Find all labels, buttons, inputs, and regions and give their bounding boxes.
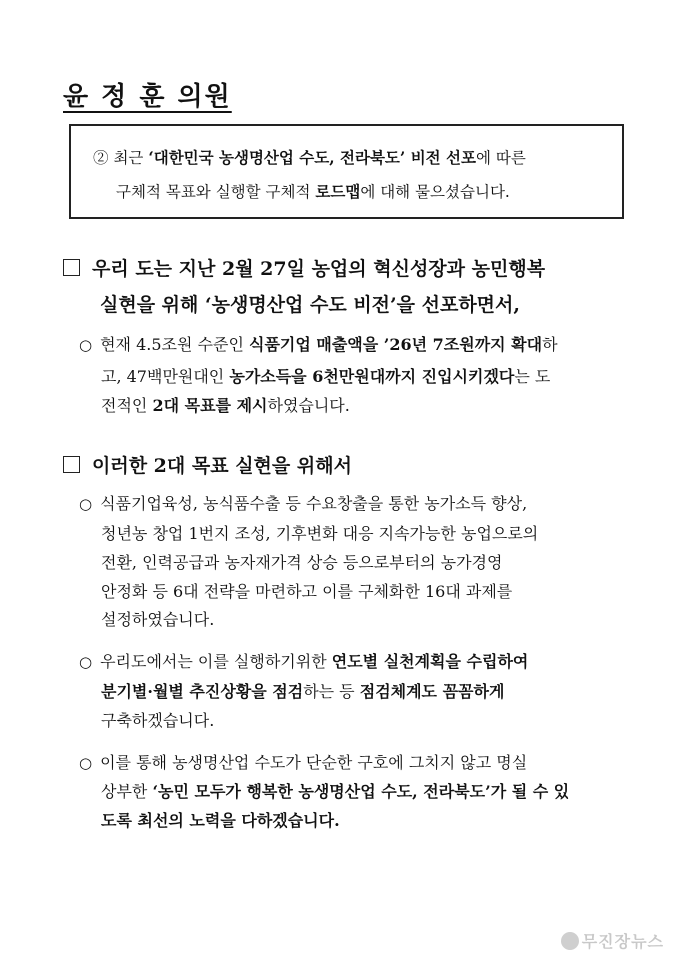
section2-heading-text: 이러한 2대 목표 실현을 위해서 <box>92 455 352 477</box>
section2-bullet1-line4: 안정화 등 6대 전략을 마련하고 이를 구체화한 16대 과제를 <box>101 582 513 601</box>
section2-bullet2-line2 <box>101 679 504 702</box>
circle-bullet-icon: ○ <box>79 653 93 671</box>
bullet-text: 전적인 <box>101 396 153 415</box>
section1-heading-cont: 실현을 위해 ‘농생명산업 수도 비전’을 선포하면서, <box>100 294 520 316</box>
question-text-bold: ‘대한민국 농생명산업 수도, 전라북도’ 비전 선포 <box>148 148 476 167</box>
section1-bullet-line2 <box>101 364 550 387</box>
circle-bullet-icon: ○ <box>79 336 93 354</box>
question-box <box>69 124 624 219</box>
page-title: 윤 정 훈 의원 <box>63 82 232 112</box>
section2-bullet2-line3: 구축하겠습니다. <box>101 711 215 730</box>
question-line-1 <box>93 146 526 168</box>
section1-heading <box>63 254 545 281</box>
question-text: 구체적 목표와 실행할 구체적 <box>116 183 316 201</box>
bullet-text: 이를 통해 농생명산업 수도가 단순한 구호에 그치지 않고 명실 <box>100 753 528 772</box>
section2-bullet3-line2 <box>101 779 569 802</box>
section2-bullet3-line3 <box>101 808 340 831</box>
section2-bullet3-line1 <box>79 750 527 773</box>
bullet-text: 고, 47백만원대인 <box>101 367 230 386</box>
bullet-text-bold: 점검체계도 꼼꼼하게 <box>359 682 505 701</box>
section2-bullet1-line2: 청년농 창업 1번지 조성, 기후변화 대응 지속가능한 농업으로의 <box>101 524 539 543</box>
section2-heading <box>63 451 352 478</box>
bullet-text: 하 <box>542 335 558 354</box>
bullet-text: 는 도 <box>514 367 551 386</box>
question-text: 최근 <box>113 149 149 167</box>
bullet-text-bold: 도록 최선의 노력을 다하겠습니다. <box>101 811 340 830</box>
bullet-text: 상부한 <box>101 782 153 801</box>
section2-bullet1-line5: 설정하였습니다. <box>101 610 215 629</box>
bullet-text: 식품기업육성, 농식품수출 등 수요창출을 통한 농가소득 향상, <box>100 494 528 513</box>
bullet-text-bold: 식품기업 매출액을 ’26년 7조원까지 확대 <box>249 335 543 354</box>
news-logo-icon <box>561 932 579 950</box>
question-line-2 <box>116 180 510 202</box>
bullet-text: 하였습니다. <box>267 396 350 415</box>
bullet-text-bold: 2대 목표를 제시 <box>152 396 268 415</box>
bullet-text: 현재 4.5조원 수준인 <box>100 335 249 354</box>
bullet-text-bold: ‘농민 모두가 행복한 농생명산업 수도, 전라북도’가 될 수 있 <box>152 782 570 801</box>
bullet-text: 하는 등 <box>303 682 360 701</box>
section1-bullet-line1 <box>79 332 558 355</box>
checkbox-square-icon <box>63 456 80 473</box>
watermark-text: 무진장뉴스 <box>581 932 664 951</box>
question-text: 에 따른 <box>476 149 526 167</box>
bullet-text-bold: 분기별·월별 추진상황을 점검 <box>101 682 304 701</box>
section2-bullet1-line1 <box>79 491 527 514</box>
section2-bullet2-line1 <box>79 649 528 672</box>
bullet-text-bold: 농가소득을 6천만원대까지 진입시키겠다 <box>229 367 515 386</box>
circle-bullet-icon: ○ <box>79 754 93 772</box>
question-number: ② <box>93 149 109 167</box>
section1-line1: 우리 도는 지난 2월 27일 농업의 혁신성장과 농민행복 <box>92 258 546 280</box>
question-text-bold: 로드맵 <box>315 182 361 201</box>
bullet-text: 우리도에서는 이를 실행하기위한 <box>100 652 332 671</box>
watermark <box>561 929 664 952</box>
checkbox-square-icon <box>63 259 80 276</box>
question-text: 에 대해 물으셨습니다. <box>360 183 510 201</box>
bullet-text-bold: 연도별 실천계획을 수립하여 <box>331 652 529 671</box>
section1-bullet-line3 <box>101 393 350 416</box>
section2-bullet1-line3: 전환, 인력공급과 농자재가격 상승 등으로부터의 농가경영 <box>101 553 503 572</box>
circle-bullet-icon: ○ <box>79 495 93 513</box>
